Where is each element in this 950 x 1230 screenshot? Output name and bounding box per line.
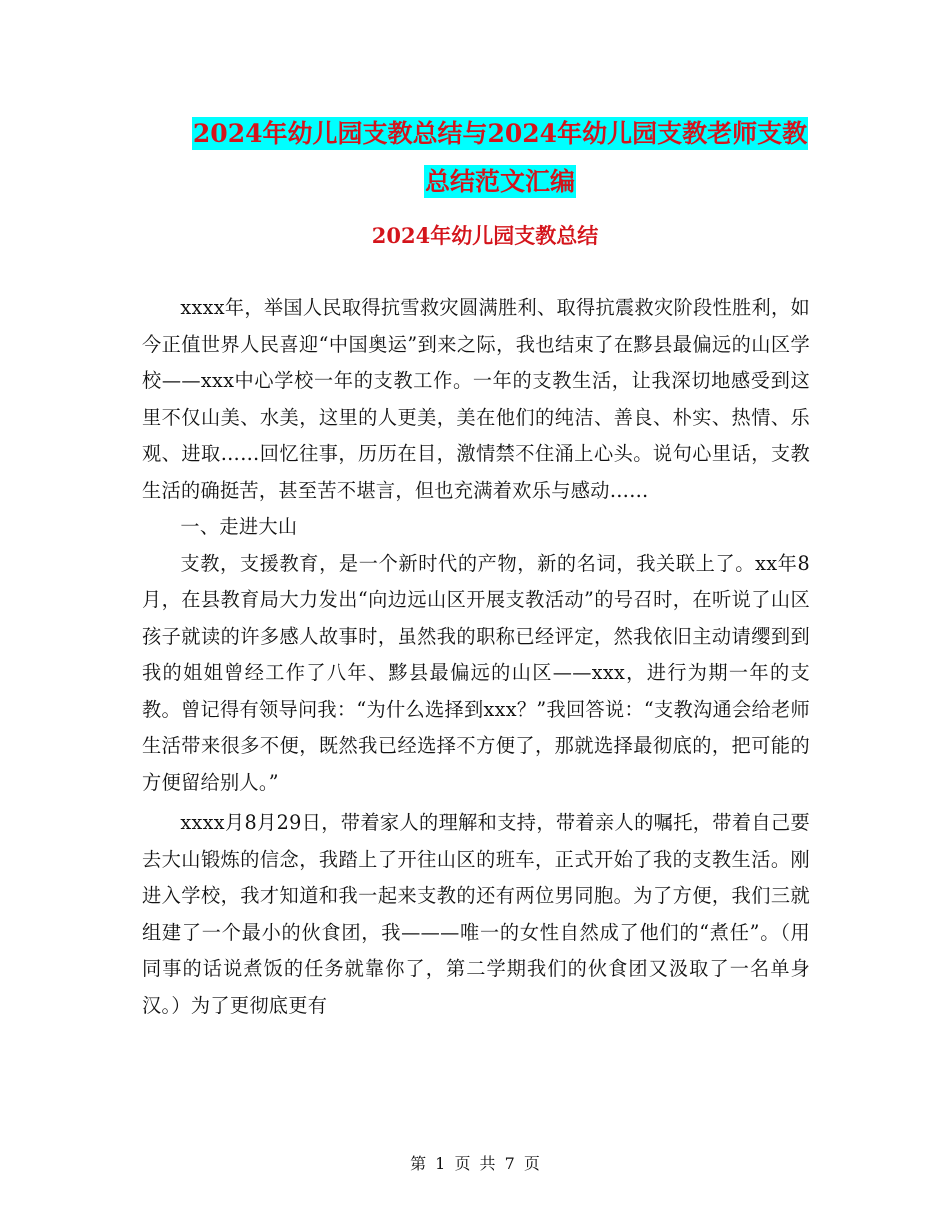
document-body	[142, 290, 810, 1024]
paragraph-arrival: xxxx月8月29日，带着家人的理解和支持，带着亲人的嘱托，带着自己要去大山锻炼的信念，我踏上了开往山区的班车，正式开始了我的支教生活。刚进入学校，我才知道和我一起来支教的还有两位男同胞。为了方便，我们三就组建了一个最小的伙食团，我———唯一的女性自然成了他们的“煮任”。（用同事的话说煮饭的任务就靠你了，第二学期我们的伙食团又汲取了一名单身汉。）为了更彻底更有	[142, 811, 810, 1017]
section-title: 2024年幼儿园支教总结	[371, 223, 599, 248]
subheading-entering-mountains: 一、走进大山	[180, 515, 298, 538]
paragraph-intro: xxxx年，举国人民取得抗雪救灾圆满胜利、取得抗震救灾阶段性胜利，如今正值世界人民喜迎“中国奥运”到来之际，我也结束了在黟县最偏远的山区学校——xxx中心学校一年的支教工作。一年的支教生活，让我深切地感受到这里不仅山美、水美，这里的人更美，美在他们的纯洁、善良、朴实、热情、乐观、进取……回忆往事，历历在目，激情禁不住涌上心头。说句心里话，支教生活的确挺苦，甚至苦不堪言，但也充满着欢乐与感动……	[142, 296, 810, 502]
document-title-line-2: 总结范文汇编	[424, 167, 575, 196]
paragraph-support-education: 支教，支援教育，是一个新时代的产物，新的名词，我关联上了。xx年8月，在县教育局大力发出“向边远山区开展支教活动”的号召时，在听说了山区孩子就读的许多感人故事时，虽然我的职称已经评定，然我依旧主动请缨到到我的姐姐曾经工作了八年、黟县最偏远的山区——xxx，进行为期一年的支教。曾记得有领导问我：“为什么选择到xxx？”我回答说：“支教沟通会给老师生活带来很多不便，既然我已经选择不方便了，那就选择最彻底的，把可能的方便留给别人。”	[142, 551, 810, 794]
document-title	[140, 110, 860, 206]
page-footer: 第 1 页 共 7 页	[410, 1154, 540, 1173]
document-title-line-1: 2024年幼儿园支教总结与2024年幼儿园支教老师支教	[192, 119, 808, 148]
